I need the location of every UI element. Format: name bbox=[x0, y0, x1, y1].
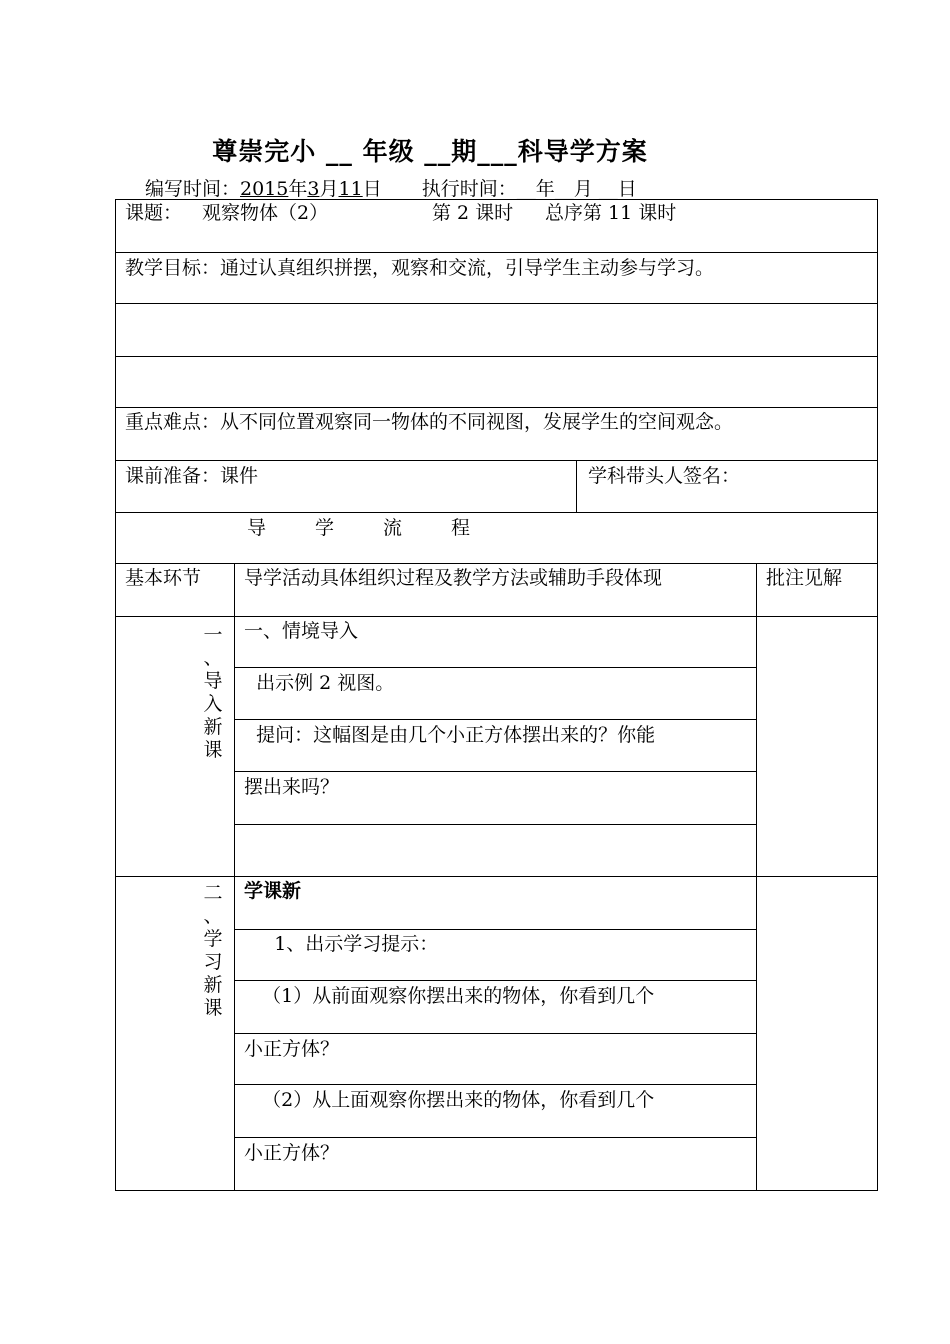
rule bbox=[115, 303, 878, 304]
label-char: 导 bbox=[203, 670, 223, 692]
section-1-line: 出示例 2 视图。 bbox=[244, 672, 395, 694]
section-1-label bbox=[202, 624, 224, 762]
section-2-line: 学课新 bbox=[244, 880, 302, 902]
section-2-line: （2）从上面观察你摆出来的物体，你看到几个 bbox=[244, 1089, 655, 1111]
section-2-label bbox=[202, 882, 224, 1020]
section-2-line: 小正方体？ bbox=[244, 1142, 340, 1164]
label-char: 、 bbox=[203, 905, 223, 927]
lesson-number: 第 2 课时 bbox=[432, 202, 514, 224]
inner-rule bbox=[234, 771, 756, 772]
label-char: 一 bbox=[203, 624, 223, 646]
label-char: 学 bbox=[203, 928, 223, 950]
section-2-line: 1、出示学习提示： bbox=[244, 933, 439, 955]
inner-rule bbox=[234, 1033, 756, 1034]
label-char: 二 bbox=[203, 882, 223, 904]
flow-heading-char: 流 bbox=[383, 517, 403, 539]
label-char: 习 bbox=[203, 951, 223, 973]
preparation: 课前准备：课件 bbox=[125, 465, 259, 487]
inner-rule bbox=[234, 667, 756, 668]
topic-value: 观察物体（2） bbox=[202, 202, 329, 224]
signature-label: 学科带头人签名： bbox=[588, 465, 741, 487]
border-left bbox=[115, 199, 116, 1191]
rule-top bbox=[115, 199, 878, 200]
label-char: 新 bbox=[203, 716, 223, 738]
key-points: 重点难点：从不同位置观察同一物体的不同视图，发展学生的空间观念。 bbox=[125, 411, 734, 433]
day-value: 11 bbox=[338, 178, 363, 200]
exec-blanks: __年__月 __日 bbox=[516, 178, 637, 200]
rule bbox=[115, 876, 878, 877]
column-header-stage: 基本环节 bbox=[125, 567, 202, 589]
rule-bottom bbox=[115, 1190, 878, 1191]
column-divider-stage bbox=[234, 563, 235, 1191]
section-2-line: 小正方体？ bbox=[244, 1038, 340, 1060]
rule bbox=[115, 616, 878, 617]
flow-heading-char: 程 bbox=[451, 517, 471, 539]
label-char: 新 bbox=[203, 974, 223, 996]
flow-heading-char: 导 bbox=[247, 517, 267, 539]
inner-rule bbox=[234, 1084, 756, 1085]
rule bbox=[115, 407, 878, 408]
exec-label: 执行时间： bbox=[421, 178, 517, 200]
rule bbox=[115, 563, 878, 564]
inner-rule bbox=[234, 719, 756, 720]
inner-rule bbox=[234, 929, 756, 930]
teaching-goal: 教学目标：通过认真组织拼摆，观察和交流，引导学生主动参与学习。 bbox=[125, 257, 715, 279]
page-title: 尊崇完小 __ 年级 __期___科导学方案 bbox=[212, 137, 648, 166]
year-value: 2015 bbox=[240, 178, 289, 200]
section-1-line: 一、情境导入 bbox=[244, 620, 359, 642]
signature-divider bbox=[576, 460, 577, 512]
inner-rule bbox=[234, 1137, 756, 1138]
section-1-line: 提问：这幅图是由几个小正方体摆出来的？你能 bbox=[244, 724, 656, 746]
section-2-line: （1）从前面观察你摆出来的物体，你看到几个 bbox=[244, 985, 655, 1007]
month-value: 3 bbox=[307, 178, 320, 200]
inner-rule bbox=[234, 980, 756, 981]
column-header-activity: 导学活动具体组织过程及教学方法或辅助手段体现 bbox=[244, 567, 663, 589]
month-unit: 月 bbox=[319, 178, 339, 200]
inner-rule bbox=[234, 824, 756, 825]
rule bbox=[115, 356, 878, 357]
label-char: 课 bbox=[203, 997, 223, 1019]
label-char: 课 bbox=[203, 739, 223, 761]
day-unit: 日 bbox=[362, 178, 382, 200]
rule bbox=[115, 460, 878, 461]
rule bbox=[115, 512, 878, 513]
label-char: 入 bbox=[203, 693, 223, 715]
label-char: 、 bbox=[203, 647, 223, 669]
border-right bbox=[877, 199, 878, 1191]
column-header-notes: 批注见解 bbox=[766, 567, 843, 589]
written-label: 编写时间： bbox=[145, 178, 241, 200]
total-lesson-number: 总序第 11 课时 bbox=[545, 202, 677, 224]
rule bbox=[115, 252, 878, 253]
topic-label: 课题： bbox=[125, 202, 183, 224]
flow-heading-char: 学 bbox=[315, 517, 335, 539]
section-1-line: 摆出来吗？ bbox=[244, 776, 340, 798]
date-line bbox=[145, 174, 637, 201]
column-divider-notes bbox=[756, 563, 757, 1191]
year-unit: 年 bbox=[288, 178, 308, 200]
